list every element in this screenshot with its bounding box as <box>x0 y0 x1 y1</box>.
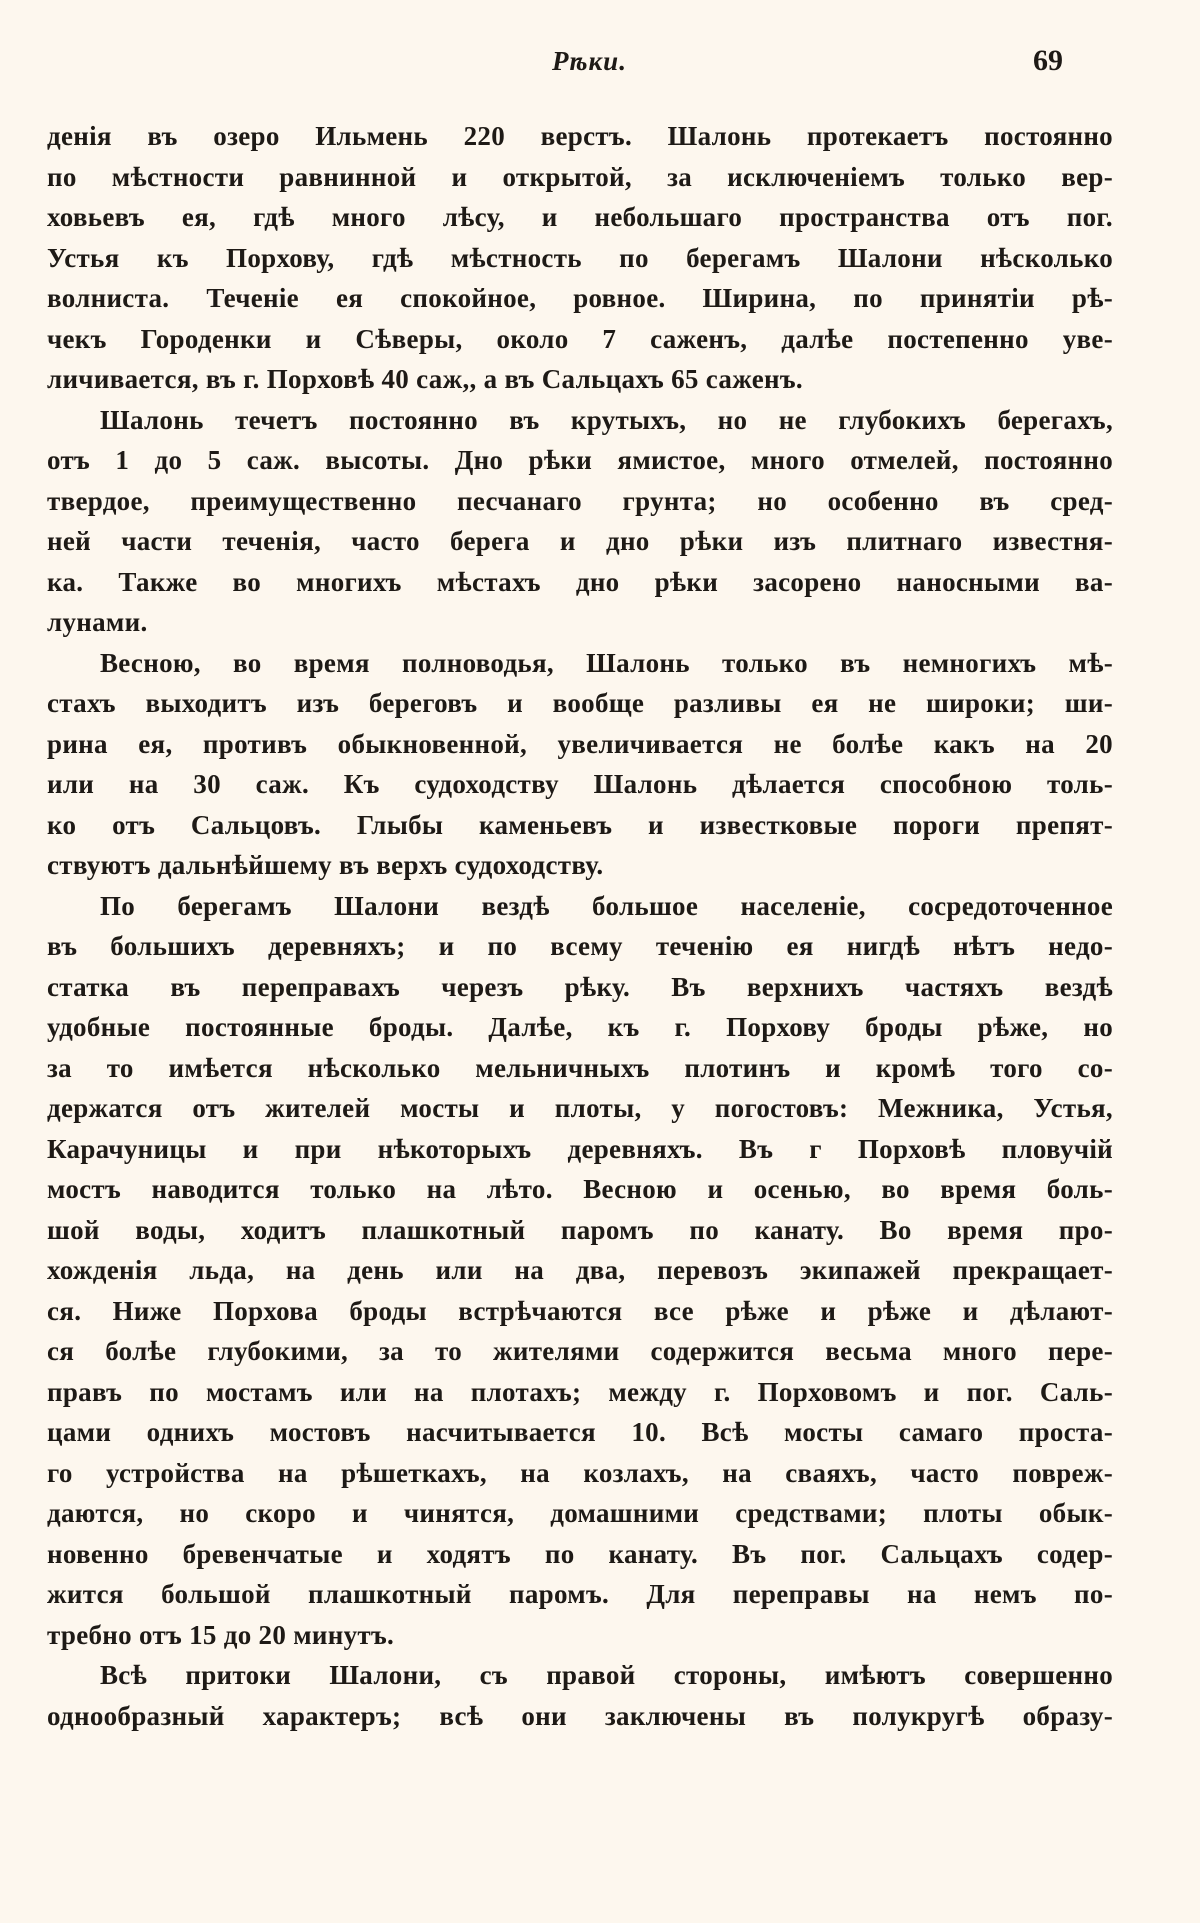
text-line: ховьевъ ея, гдѣ много лѣсу, и небольшаго пространства отъ пог. <box>47 202 1113 232</box>
text-line: личивается, въ г. Порховѣ 40 саж,, а въ Сальцахъ 65 саженъ. <box>47 364 803 394</box>
text-line: ствуютъ дальнѣйшему въ верхъ судоходству. <box>47 850 604 880</box>
text-line: Карачуницы и при нѣкоторыхъ деревняхъ. Въ г Порховѣ пловучій <box>47 1133 1113 1164</box>
text-line: даются, но скоро и чинятся, домашними средствами; плоты обык- <box>47 1498 1113 1528</box>
text-line: новенно бревенчатые и ходятъ по канату. Въ пог. Сальцахъ содер- <box>47 1538 1113 1569</box>
body-text <box>47 116 1113 1736</box>
text-line: въ большихъ деревняхъ; и по всему теченію ея нигдѣ нѣтъ недо- <box>47 931 1113 961</box>
text-line: По берегамъ Шалони вездѣ большое населеніе, сосредоточенное <box>100 890 1113 921</box>
text-line: мостъ наводится только на лѣто. Весною и осенью, во время боль- <box>47 1174 1113 1204</box>
text-line: шой воды, ходитъ плашкотный паромъ по канату. Во время про- <box>47 1214 1113 1245</box>
paragraph <box>47 400 1113 643</box>
running-head-title: Рѣки. <box>552 46 627 76</box>
text-line: стахъ выходитъ изъ береговъ и вообще разливы ея не широки; ши- <box>47 688 1113 718</box>
text-line: ся. Ниже Порхова броды встрѣчаются все рѣже и рѣже и дѣлают- <box>47 1295 1113 1326</box>
paragraph <box>47 643 1113 886</box>
text-line: за то имѣется нѣсколько мельничныхъ плотинъ и кромѣ того со- <box>47 1052 1113 1083</box>
text-line: лунами. <box>47 607 148 637</box>
text-line: требно отъ 15 до 20 минутъ. <box>47 1619 395 1650</box>
text-line: рина ея, противъ обыкновенной, увеличивается не болѣе какъ на 20 <box>47 728 1113 759</box>
page-number: 69 <box>1033 44 1063 77</box>
text-line: Устья къ Порхову, гдѣ мѣстность по берегамъ Шалони нѣсколько <box>47 242 1113 273</box>
text-line: го устройства на рѣшеткахъ, на козлахъ, на сваяхъ, часто повреж- <box>47 1457 1113 1488</box>
text-line: Всѣ притоки Шалони, съ правой стороны, имѣютъ совершенно <box>100 1660 1113 1690</box>
text-line: Шалонь течетъ постоянно въ крутыхъ, но не глубокихъ берегахъ, <box>100 404 1113 435</box>
text-line: однообразный характеръ; всѣ они заключены въ полукругѣ образу- <box>47 1700 1113 1731</box>
text-line: удобные постоянные броды. Далѣе, къ г. Порхову броды рѣже, но <box>47 1012 1113 1042</box>
text-line: ней части теченія, часто берега и дно рѣки изъ плитнаго известня- <box>47 526 1113 556</box>
text-line: по мѣстности равнинной и открытой, за исключеніемъ только вер- <box>47 161 1113 192</box>
text-line: отъ 1 до 5 саж. высоты. Дно рѣки ямистое, много отмелей, постоянно <box>47 445 1113 475</box>
text-line: твердое, преимущественно песчанаго грунта; но особенно въ сред- <box>47 485 1113 516</box>
running-head <box>47 42 1113 86</box>
text-line: цами однихъ мостовъ насчитывается 10. Всѣ мосты самаго проста- <box>47 1417 1113 1447</box>
paragraph <box>47 116 1113 400</box>
text-line: ка. Также во многихъ мѣстахъ дно рѣки засорено наносными ва- <box>47 566 1113 597</box>
text-line: или на 30 саж. Къ судоходству Шалонь дѣлается способною толь- <box>47 769 1113 799</box>
text-line: правъ по мостамъ или на плотахъ; между г. Порховомъ и пог. Саль- <box>47 1376 1113 1407</box>
paragraph <box>47 1655 1113 1736</box>
text-line: хожденія льда, на день или на два, перевозъ экипажей прекращает- <box>47 1255 1113 1285</box>
paragraph <box>47 886 1113 1656</box>
text-line: ся болѣе глубокими, за то жителями содержится весьма много пере- <box>47 1336 1113 1366</box>
text-line: Весною, во время полноводья, Шалонь только въ немногихъ мѣ- <box>100 647 1113 678</box>
text-line: держатся отъ жителей мосты и плоты, у погостовъ: Межника, Устья, <box>47 1093 1113 1123</box>
text-line: статка въ переправахъ черезъ рѣку. Въ верхнихъ частяхъ вездѣ <box>47 971 1113 1002</box>
text-line: ко отъ Сальцовъ. Глыбы каменьевъ и известковые пороги препят- <box>47 809 1113 840</box>
text-line: волниста. Теченіе ея спокойное, ровное. Ширина, по принятіи рѣ- <box>47 283 1113 313</box>
text-line: чекъ Городенки и Сѣверы, около 7 саженъ, далѣе постепенно уве- <box>47 323 1113 354</box>
text-line: денія въ озеро Ильмень 220 верстъ. Шалонь протекаетъ постоянно <box>47 121 1113 151</box>
text-line: жится большой плашкотный паромъ. Для переправы на немъ по- <box>47 1579 1113 1609</box>
